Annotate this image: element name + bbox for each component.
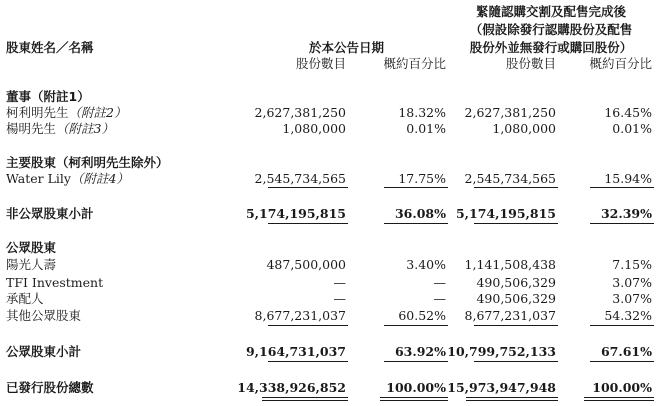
header-shares-1: 股份數目 xyxy=(295,56,346,71)
row-psub-pct-1: 63.92% xyxy=(394,344,446,359)
row-total-pct-2: 100.00% xyxy=(592,380,652,395)
double-rule xyxy=(584,397,654,401)
header-shares-2: 股份數目 xyxy=(505,56,556,71)
row-water-pct-2: 15.94% xyxy=(604,171,652,186)
row-total-shares-2: 15,973,947,948 xyxy=(447,380,556,395)
rule xyxy=(384,223,448,224)
row-sunlife-name: 陽光人壽 xyxy=(6,257,57,272)
header-announce-date: 於本公告日期 xyxy=(308,40,384,55)
row-water-pct-1: 17.75% xyxy=(398,171,446,186)
header-after-line-3: 股份外並無發行或購回股份） xyxy=(469,40,633,55)
row-placee-shares-1: — xyxy=(333,291,346,306)
double-rule xyxy=(466,397,558,401)
rule xyxy=(590,361,654,362)
row-psub-pct-2: 67.61% xyxy=(600,344,652,359)
row-yang-name: 楊明先生（附註3） xyxy=(6,121,114,136)
rule xyxy=(268,187,348,188)
row-water-shares-2: 2,545,734,565 xyxy=(464,171,556,186)
row-psub-shares-2: 10,799,752,133 xyxy=(447,344,556,359)
row-placee-shares-2: 490,506,329 xyxy=(476,291,556,306)
row-sunlife-shares-2: 1,141,508,438 xyxy=(464,257,556,272)
row-non-public-subtotal-label: 非公眾股東小計 xyxy=(6,206,94,221)
section-substantial: 主要股東（柯利明先生除外） xyxy=(6,155,169,170)
section-public: 公眾股東 xyxy=(6,240,57,255)
header-pct-2: 概約百分比 xyxy=(589,56,652,71)
header-pct-1: 概約百分比 xyxy=(383,56,446,71)
row-other-shares-1: 8,677,231,037 xyxy=(254,308,346,323)
header-after-line-2: （假設除發行認購股份及配售 xyxy=(469,22,633,37)
rule xyxy=(384,325,448,326)
row-public-subtotal-label: 公眾股東小計 xyxy=(6,344,82,359)
row-yang-pct-2: 0.01% xyxy=(612,121,652,136)
row-npsub-shares-1: 5,174,195,815 xyxy=(245,206,346,221)
rule xyxy=(384,361,448,362)
rule xyxy=(474,361,558,362)
row-npsub-pct-2: 32.39% xyxy=(600,206,652,221)
rule xyxy=(384,187,448,188)
row-ke-shares-2: 2,627,381,250 xyxy=(464,105,556,120)
header-after-line-1: 緊隨認購交割及配售完成後 xyxy=(475,4,626,19)
row-water-name: Water Lily（附註4） xyxy=(6,171,129,186)
row-placee-name: 承配人 xyxy=(6,291,44,306)
rule xyxy=(590,325,654,326)
double-rule xyxy=(262,397,348,401)
row-tfi-shares-1: — xyxy=(333,275,346,290)
row-tfi-pct-2: 3.07% xyxy=(612,275,652,290)
row-other-shares-2: 8,677,231,037 xyxy=(464,308,556,323)
header-name-column: 股東姓名／名稱 xyxy=(6,40,94,55)
row-ke-pct-1: 18.32% xyxy=(398,105,446,120)
row-yang-pct-1: 0.01% xyxy=(406,121,446,136)
row-placee-pct-1: — xyxy=(433,291,446,306)
row-ke-name: 柯利明先生（附註2） xyxy=(6,105,127,120)
row-ke-pct-2: 16.45% xyxy=(604,105,652,120)
row-yang-shares-2: 1,080,000 xyxy=(492,121,556,136)
row-ke-shares-1: 2,627,381,250 xyxy=(254,105,346,120)
row-tfi-shares-2: 490,506,329 xyxy=(476,275,556,290)
rule xyxy=(474,325,558,326)
rule xyxy=(268,325,348,326)
row-other-name: 其他公眾股東 xyxy=(6,308,82,323)
row-psub-shares-1: 9,164,731,037 xyxy=(245,344,346,359)
row-sunlife-pct-2: 7.15% xyxy=(612,257,652,272)
rule xyxy=(268,223,348,224)
row-other-pct-2: 54.32% xyxy=(604,308,652,323)
rule xyxy=(474,223,558,224)
row-npsub-pct-1: 36.08% xyxy=(394,206,446,221)
row-yang-shares-1: 1,080,000 xyxy=(282,121,346,136)
row-tfi-name: TFI Investment xyxy=(6,275,104,290)
double-rule xyxy=(380,397,448,401)
row-tfi-pct-1: — xyxy=(433,275,446,290)
row-water-shares-1: 2,545,734,565 xyxy=(254,171,346,186)
row-other-pct-1: 60.52% xyxy=(398,308,446,323)
rule xyxy=(590,187,654,188)
rule xyxy=(474,187,558,188)
row-total-pct-1: 100.00% xyxy=(386,380,446,395)
row-sunlife-shares-1: 487,500,000 xyxy=(266,257,346,272)
row-npsub-shares-2: 5,174,195,815 xyxy=(455,206,556,221)
rule xyxy=(590,223,654,224)
row-total-shares-1: 14,338,926,852 xyxy=(237,380,346,395)
row-total-label: 已發行股份總數 xyxy=(6,380,94,395)
rule xyxy=(268,361,348,362)
section-directors: 董事（附註1） xyxy=(6,89,90,104)
row-placee-pct-2: 3.07% xyxy=(612,291,652,306)
row-sunlife-pct-1: 3.40% xyxy=(406,257,446,272)
